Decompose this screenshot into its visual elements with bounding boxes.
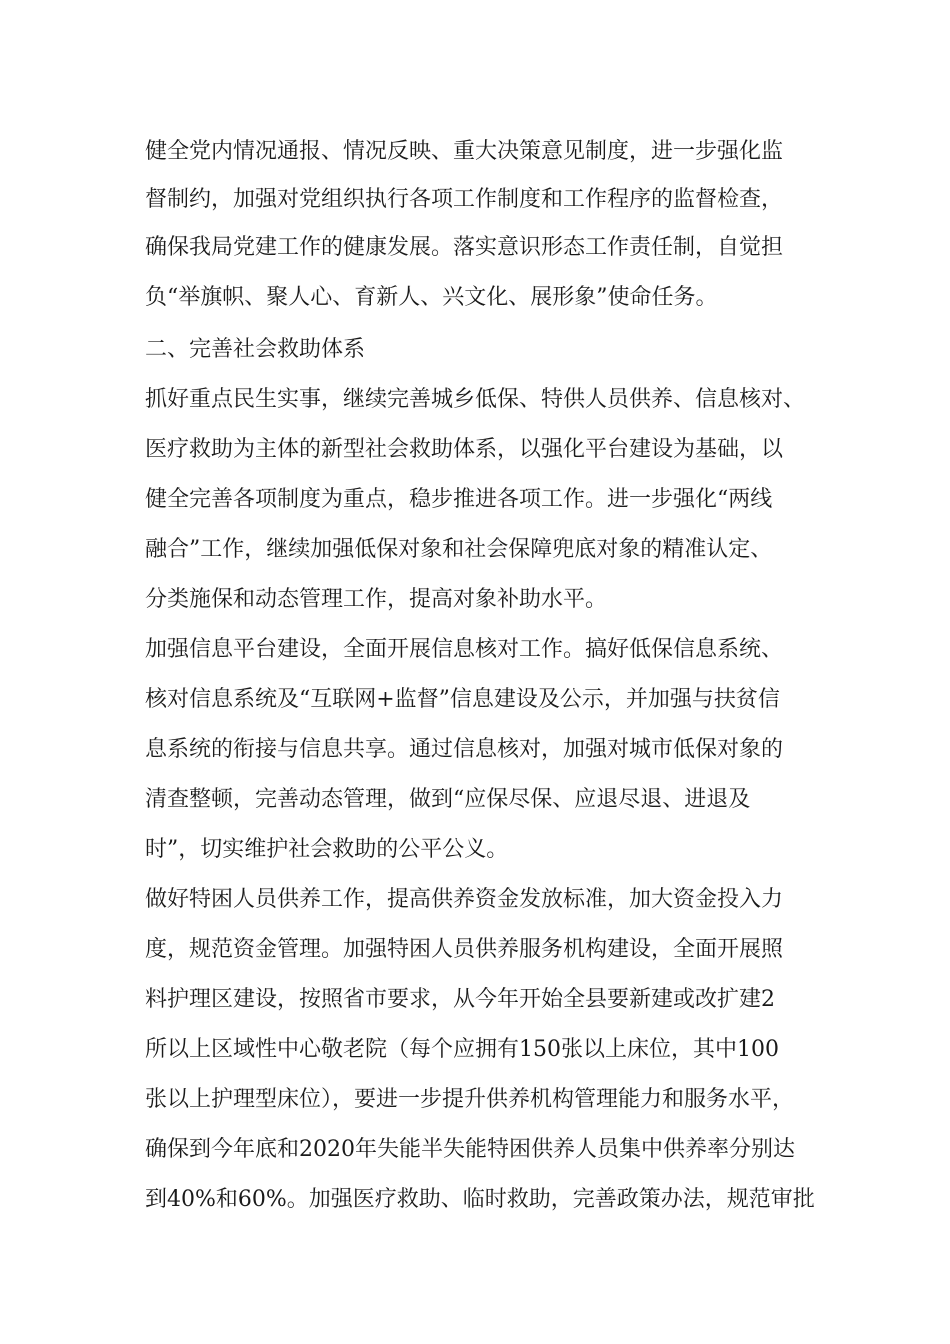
section-heading: 二、完善社会救助体系: [145, 337, 366, 362]
text-line: 分类施保和动态管理工作，提高对象补助水平。: [145, 587, 608, 612]
text-line: 所以上区域性中心敬老院（每个应拥有150张以上床位，其中100: [145, 1037, 779, 1062]
text-line: 核对信息系统及“互联网+监督”信息建设及公示，并加强与扶贫信: [145, 687, 780, 712]
text-line: 清查整顿，完善动态管理，做到“应保尽保、应退尽退、进退及: [145, 787, 751, 812]
text-line: 时”，切实维护社会救助的公平公义。: [145, 837, 509, 862]
text-line: 做好特困人员供养工作，提高供养资金发放标准，加大资金投入力: [145, 887, 784, 912]
text-line: 督制约，加强对党组织执行各项工作制度和工作程序的监督检查，: [145, 187, 784, 212]
text-line: 负“举旗帜、聚人心、育新人、兴文化、展形象”使命任务。: [145, 285, 718, 310]
text-line: 料护理区建设，按照省市要求，从今年开始全县要新建或改扩建2: [145, 987, 775, 1012]
text-line: 加强信息平台建设，全面开展信息核对工作。搞好低保信息系统、: [145, 637, 784, 662]
text-line: 确保我局党建工作的健康发展。落实意识形态工作责任制，自觉担: [145, 235, 784, 260]
text-line: 健全完善各项制度为重点，稳步推进各项工作。进一步强化“两线: [145, 487, 773, 512]
text-line: 融合”工作，继续加强低保对象和社会保障兜底对象的精准认定、: [145, 537, 773, 562]
text-line: 确保到今年底和2020年失能半失能特困供养人员集中供养率分别达: [145, 1137, 795, 1162]
text-line: 医疗救助为主体的新型社会救助体系，以强化平台建设为基础，以: [145, 437, 784, 462]
text-line: 健全党内情况通报、情况反映、重大决策意见制度，进一步强化监: [145, 139, 784, 164]
text-line: 息系统的衔接与信息共享。通过信息核对，加强对城市低保对象的: [145, 737, 784, 762]
text-line: 到40%和60%。加强医疗救助、临时救助，完善政策办法，规范审批: [145, 1187, 815, 1212]
text-line: 度，规范资金管理。加强特困人员供养服务机构建设，全面开展照: [145, 937, 784, 962]
text-line: 抓好重点民生实事，继续完善城乡低保、特供人员供养、信息核对、: [145, 387, 806, 412]
text-line: 张以上护理型床位），要进一步提升供养机构管理能力和服务水平，: [145, 1087, 795, 1112]
